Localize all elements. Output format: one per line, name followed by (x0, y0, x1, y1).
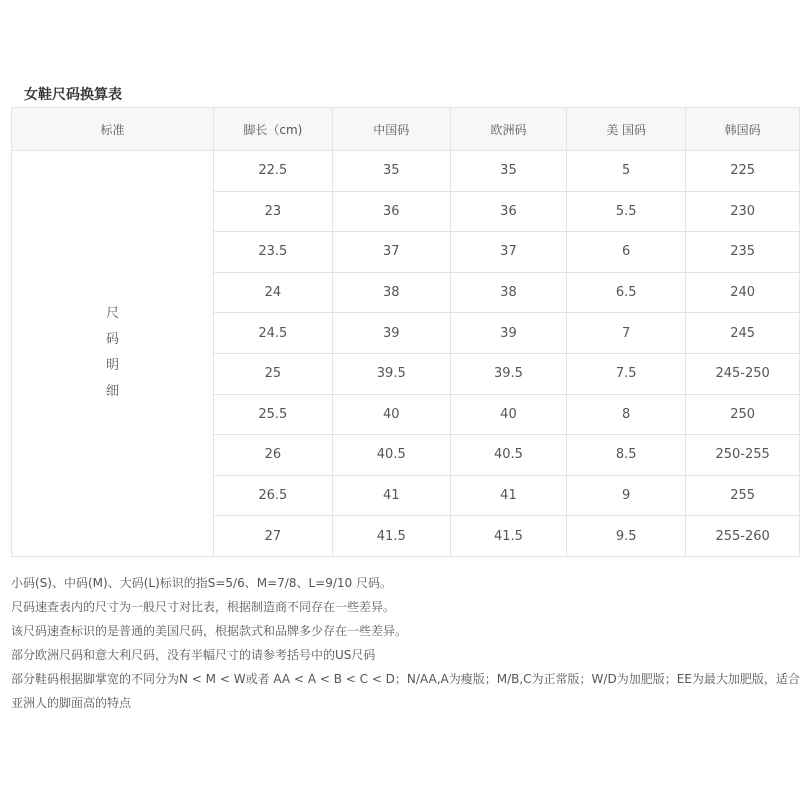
header-eu-size: 欧洲码 (450, 108, 566, 151)
cell-foot-length: 27 (214, 516, 333, 557)
note-line: 部分欧洲尺码和意大利尺码，没有半幅尺寸的请参考括号中的US尺码 (11, 648, 376, 662)
size-notes (11, 571, 800, 715)
cell-china-size: 41 (332, 475, 450, 516)
cell-korea-size: 255-260 (686, 516, 800, 557)
size-conversion-table (11, 107, 800, 557)
header-foot-length: 脚长（cm) (214, 108, 333, 151)
cell-china-size: 39.5 (332, 353, 450, 394)
cell-foot-length: 25 (214, 353, 333, 394)
cell-us-size: 8 (567, 394, 686, 435)
cell-korea-size: 250 (686, 394, 800, 435)
cell-korea-size: 250-255 (686, 435, 800, 476)
cell-us-size: 6.5 (567, 272, 686, 313)
note-line: 部分鞋码根据脚掌宽的不同分为N < M < W或者 AA < A < B < C < D；N/AA,A为瘦版；M/B,C为正常版；W/D为加肥版；EE为最大加肥版，适合亚洲人的脚面高的特点 (11, 672, 800, 710)
cell-us-size: 5 (567, 151, 686, 192)
cell-china-size: 40.5 (332, 435, 450, 476)
cell-foot-length: 24.5 (214, 313, 333, 354)
cell-china-size: 35 (332, 151, 450, 192)
cell-us-size: 6 (567, 232, 686, 273)
cell-foot-length: 23 (214, 191, 333, 232)
cell-us-size: 5.5 (567, 191, 686, 232)
cell-china-size: 36 (332, 191, 450, 232)
cell-eu-size: 39.5 (450, 353, 566, 394)
row-label-char: 细 (105, 384, 119, 400)
cell-eu-size: 37 (450, 232, 566, 273)
header-standard: 标准 (12, 108, 214, 151)
cell-us-size: 7 (567, 313, 686, 354)
table-header-row (12, 108, 800, 151)
row-label (106, 301, 119, 405)
cell-us-size: 7.5 (567, 353, 686, 394)
row-label-char: 码 (105, 332, 119, 348)
note-line: 尺码速查表内的尺寸为一般尺寸对比表，根据制造商不同存在一些差异。 (11, 600, 396, 614)
cell-foot-length: 22.5 (214, 151, 333, 192)
cell-china-size: 37 (332, 232, 450, 273)
header-china-size: 中国码 (332, 108, 450, 151)
cell-eu-size: 41.5 (450, 516, 566, 557)
header-korea-size: 韩国码 (686, 108, 800, 151)
cell-korea-size: 235 (686, 232, 800, 273)
table-row (12, 151, 800, 192)
cell-foot-length: 23.5 (214, 232, 333, 273)
cell-us-size: 8.5 (567, 435, 686, 476)
cell-eu-size: 40.5 (450, 435, 566, 476)
cell-korea-size: 255 (686, 475, 800, 516)
cell-us-size: 9.5 (567, 516, 686, 557)
cell-foot-length: 26.5 (214, 475, 333, 516)
cell-china-size: 41.5 (332, 516, 450, 557)
cell-eu-size: 39 (450, 313, 566, 354)
row-label-char: 尺 (105, 306, 119, 322)
cell-china-size: 39 (332, 313, 450, 354)
cell-korea-size: 230 (686, 191, 800, 232)
cell-eu-size: 40 (450, 394, 566, 435)
cell-china-size: 40 (332, 394, 450, 435)
cell-eu-size: 35 (450, 151, 566, 192)
cell-foot-length: 25.5 (214, 394, 333, 435)
note-line: 小码(S)、中码(M)、大码(L)标识的指S=5/6、M=7/8、L=9/10 尺码。 (11, 576, 392, 590)
cell-foot-length: 26 (214, 435, 333, 476)
cell-eu-size: 38 (450, 272, 566, 313)
cell-eu-size: 41 (450, 475, 566, 516)
cell-foot-length: 24 (214, 272, 333, 313)
row-label-char: 明 (105, 358, 119, 374)
cell-korea-size: 225 (686, 151, 800, 192)
note-line: 该尺码速查标识的是普通的美国尺码，根据款式和品牌多少存在一些差异。 (11, 624, 408, 638)
cell-eu-size: 36 (450, 191, 566, 232)
cell-korea-size: 240 (686, 272, 800, 313)
page-title: 女鞋尺码换算表 (24, 87, 122, 103)
row-label-cell (12, 151, 214, 557)
cell-korea-size: 245-250 (686, 353, 800, 394)
cell-korea-size: 245 (686, 313, 800, 354)
cell-china-size: 38 (332, 272, 450, 313)
header-us-size: 美 国码 (567, 108, 686, 151)
cell-us-size: 9 (567, 475, 686, 516)
